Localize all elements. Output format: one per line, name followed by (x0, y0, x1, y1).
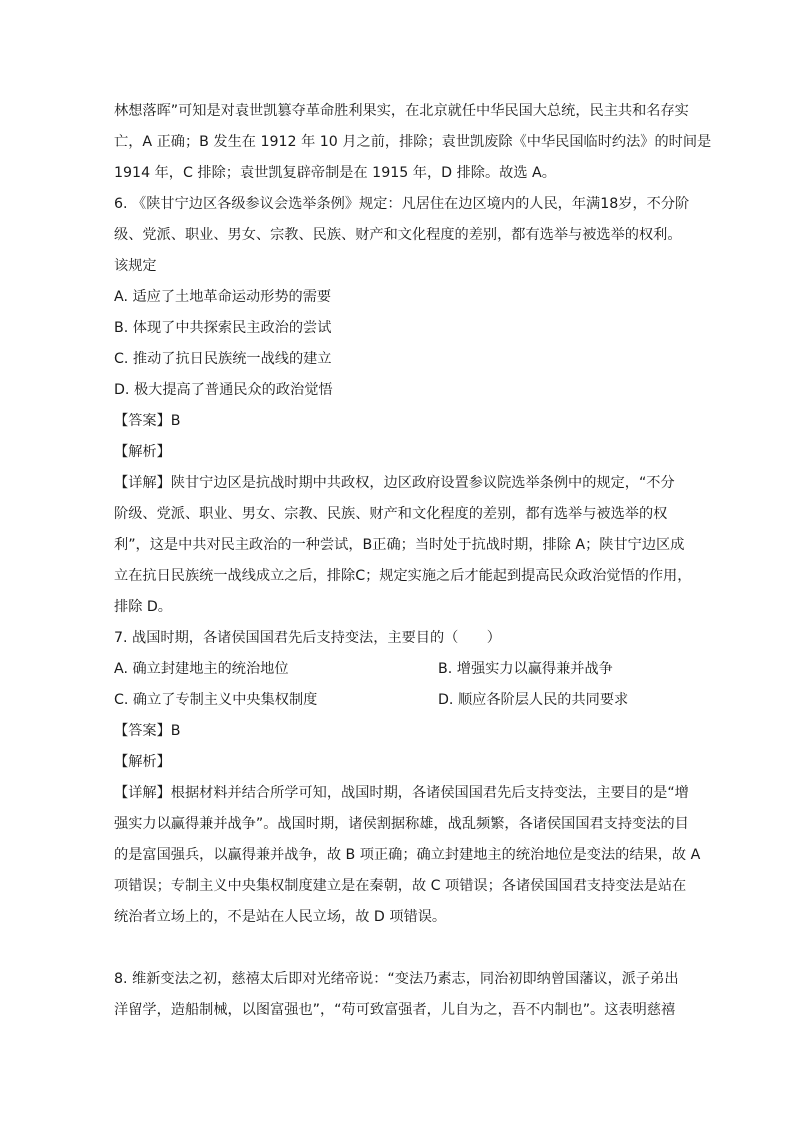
question-7-detail: 项错误；专制主义中央集权制度建立是在秦朝，故 C 项错误；各诸侯国国君支持变法是站在 (114, 878, 687, 894)
question-8-stem: 8. 维新变法之初，慈禧太后即对光绪帝说：“变法乃素志，同治初即纳曾国藩议，派子弟出 (114, 971, 679, 987)
question-7-detail: 的是富国强兵，以赢得兼并战争，故 B 项正确；确立封建地主的统治地位是变法的结果，故 A (114, 847, 701, 863)
question-6-detail: 排除 D。 (114, 599, 172, 615)
question-6-option-b: B. 体现了中共探索民主政治的尝试 (114, 320, 332, 336)
question-7-option-d: D. 顺应各阶层人民的共同要求 (438, 692, 629, 708)
question-6-stem: 该规定 (114, 258, 157, 274)
question-7-analysis-heading: 【解析】 (114, 754, 171, 770)
question-6-detail: 立在抗日民族统一战线成立之后，排除C；规定实施之后才能起到提高民众政治觉悟的作用， (114, 568, 692, 584)
question-7-stem: 7. 战国时期，各诸侯国国君先后支持变法，主要目的（ ） (114, 630, 501, 646)
text-line: 1914 年，C 排除；袁世凯复辟帝制是在 1915 年，D 排除。故选 A。 (114, 165, 556, 181)
question-7-options-row (114, 659, 684, 679)
question-6-option-d: D. 极大提高了普通民众的政治觉悟 (114, 382, 333, 398)
question-7-option-b: B. 增强实力以赢得兼并战争 (438, 661, 613, 677)
question-8-stem: 洋留学，造船制械，以图富强也”，“苟可致富强者，儿自为之，吾不内制也”。这表明慈禧 (114, 1002, 676, 1018)
text-line: 亡，A 正确；B 发生在 1912 年 10 月之前，排除；袁世凯废除《中华民国临时约法》的时间是 (114, 134, 712, 150)
question-6-option-a: A. 适应了土地革命运动形势的需要 (114, 289, 332, 305)
question-6-stem: 级、党派、职业、男女、宗教、民族、财产和文化程度的差别，都有选举与被选举的权利。 (114, 227, 682, 243)
question-7-detail: 【详解】根据材料并结合所学可知，战国时期，各诸侯国国君先后支持变法，主要目的是“增 (114, 785, 689, 801)
question-7-options-row (114, 690, 684, 710)
question-6-stem: 6. 《陕甘宁边区各级参议会选举条例》规定：凡居住在边区境内的人民，年满18岁，不分阶 (114, 196, 690, 212)
question-7-option-a: A. 确立封建地主的统治地位 (114, 661, 289, 677)
text-line: 林想落晖”可知是对袁世凯篡夺革命胜利果实，在北京就任中华民国大总统，民主共和名存实 (114, 103, 689, 119)
question-6-detail: 【详解】陕甘宁边区是抗战时期中共政权，边区政府设置参议院选举条例中的规定，“不分 (114, 475, 675, 491)
question-7-answer: 【答案】B (114, 723, 181, 739)
question-6-option-c: C. 推动了抗日民族统一战线的建立 (114, 351, 332, 367)
question-7-detail: 强实力以赢得兼并战争”。战国时期，诸侯割据称雄，战乱频繁，各诸侯国国君支持变法的目 (114, 816, 689, 832)
question-7-detail: 统治者立场上的，不是站在人民立场，故 D 项错误。 (114, 909, 447, 925)
question-7-option-c: C. 确立了专制主义中央集权制度 (114, 692, 318, 708)
question-6-answer: 【答案】B (114, 413, 181, 429)
question-6-analysis-heading: 【解析】 (114, 444, 171, 460)
question-6-detail: 利”，这是中共对民主政治的一种尝试，B正确；当时处于抗战时期，排除 A；陕甘宁边区成 (114, 537, 685, 553)
question-6-detail: 阶级、党派、职业、男女、宗教、民族、财产和文化程度的差别，都有选举与被选举的权 (114, 506, 668, 522)
